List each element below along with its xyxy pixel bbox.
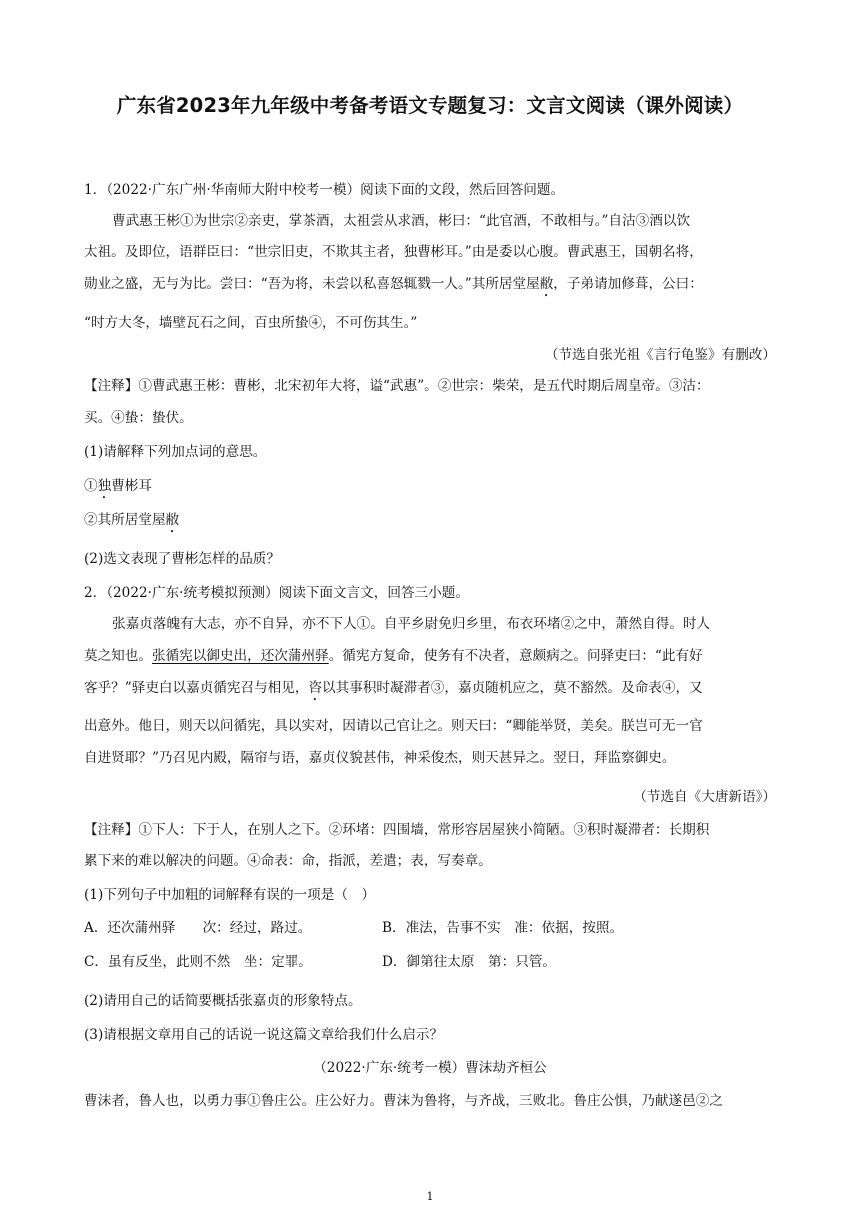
note-2-line-2: 累下来的难以解决的问题。④命表：命，指派，差遣；表，写奏章。 [84,853,492,869]
note-2-line-1: 【注释】①下人：下于人，在别人之下。②环堵：四围墙，常形容居屋狭小简陋。③积时凝滞者：长期积 [84,822,710,838]
page-number: 1 [426,1190,434,1203]
question-2-sub-1: (1)下列句子中加粗的词解释有误的一项是（ ） [84,887,376,903]
question-1-header: 1．（2022·广东广州·华南师大附中校考一模）阅读下面的文段，然后回答问题。 [84,182,565,198]
passage-1-line-2: 太祖。及即位，语群臣曰：“世宗旧吏，不欺其主者，独曹彬耳。”由是委以心腹。曹武惠王，国朝名将， [84,244,703,260]
passage-2-source: （节选自《大唐新语》） [633,789,776,805]
dotted-word: 敝 [165,512,180,528]
note-1-line-1: 【注释】①曹武惠王彬：曹彬，北宋初年大将，谥“武惠”。②世宗：柴荣，是五代时期后周皇帝。③沽： [84,378,710,394]
passage-1-line-1: 曹武惠王彬①为世宗②亲吏，掌茶酒，太祖尝从求酒，彬曰：“此官酒，不敢相与。”自沽③酒以饮 [112,213,691,229]
passage-1-source: （节选自张光祖《言行龟鉴》有删改） [544,347,776,363]
question-1-sub-1: (1)请解释下列加点词的意思。 [84,444,267,460]
passage-2-line-4: 出意外。他日，则天以问循宪，具以实对，因请以己官让之。则天曰：“卿能举贤，美矣。朕岂可无一官 [84,718,703,734]
question-3-header: （2022·广东·统考一模）曹沫劫齐桓公 [313,1060,547,1076]
passage-1-line-3: 勋业之盛，无与为比。尝曰：“吾为将，未尝以私喜怒辄戮一人。”其所居堂屋敝，子弟请加修葺，公曰： [84,276,703,292]
option-c: C．虽有反坐，此则不然 坐：定罪。 [84,954,312,970]
document-title: 广东省2023年九年级中考备考语文专题复习：文言文阅读（课外阅读） [116,94,744,117]
option-b: B．准法，告事不实 准：依据，按照。 [382,920,624,936]
passage-2-line-2: 莫之知也。张循宪以御史出，还次蒲州驿。循宪方复命，使务有不决者，意颇病之。问驿吏曰：“此有好 [84,648,703,664]
passage-2-line-1: 张嘉贞落魄有大志，亦不自异，亦不下人①。自平乡尉免归乡里，布衣环堵②之中，萧然自得。时人 [112,616,711,632]
passage-2-line-5: 自进贤耶？”乃召见内殿，隔帘与语，嘉贞仪貌甚伟，神采俊杰，则天甚异之。翌日，拜监察御史。 [84,750,676,766]
question-1-item-2: ②其所居堂屋敝 [84,512,180,528]
passage-2-line-3: 客乎？”驿吏白以嘉贞循宪召与相见，咨以其事积时凝滞者③，嘉贞随机应之，莫不豁然。及命表④，又 [84,680,703,696]
question-2-header: 2．（2022·广东·统考模拟预测）阅读下面文言文，回答三小题。 [84,585,469,601]
passage-3-line-1: 曹沫者，鲁人也，以勇力事①鲁庄公。庄公好力。曹沫为鲁将，与齐战，三败北。鲁庄公惧，乃献遂邑②之 [84,1093,723,1109]
note-1-line-2: 买。④蛰：蛰伏。 [84,410,193,426]
dotted-word: 独 [97,478,112,494]
option-d: D．御第往太原 第：只管。 [382,954,557,970]
question-2-sub-3: (3)请根据文章用自己的话说一说这篇文章给我们什么启示？ [84,1027,444,1043]
question-2-sub-2: (2)请用自己的话简要概括张嘉贞的形象特点。 [84,993,362,1009]
passage-1-line-4: “时方大冬，墙壁瓦石之间，百虫所蛰④，不可伤其生。” [84,315,418,331]
option-a: A．还次蒲州驿 次：经过，路过。 [84,920,312,936]
question-1-sub-2: (2)选文表现了曹彬怎样的品质？ [84,551,280,567]
dotted-word: 咨 [308,680,323,696]
underlined-sentence: 张循宪以御史出，还次蒲州驿 [151,648,329,664]
dotted-word: 敝 [539,276,554,292]
question-1-item-1: ①独曹彬耳 [84,478,152,494]
